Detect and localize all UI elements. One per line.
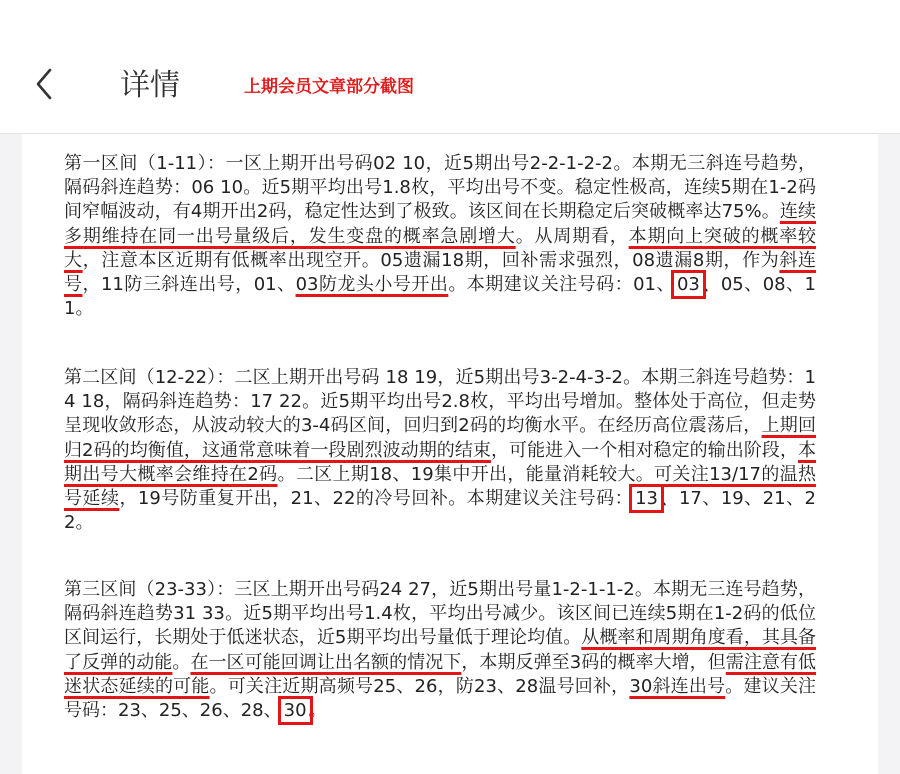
boxed-number: 30 — [283, 700, 307, 722]
underlined-highlight: 在一区可能回调让出名额的情况下 — [190, 651, 462, 673]
underlined-highlight: 可关注13/17的温热号延续 — [64, 463, 816, 510]
section-1-paragraph — [64, 152, 816, 321]
text-segment: ，19号防重复开出，21、22的冷号回补。本期建议关注号码： — [119, 488, 634, 510]
boxed-number: 03 — [676, 274, 700, 296]
app-header — [0, 0, 900, 134]
underlined-highlight: 本期出号大概率会维持在2码 — [64, 439, 817, 485]
section-2-paragraph — [64, 366, 816, 535]
underlined-highlight: 从概率和周期角度看，其具备了反弹的动能 — [64, 627, 817, 673]
text-segment: ，可能进入一个相对稳定的输出阶段， — [490, 439, 799, 461]
text-segment: 第二区间（12-22）：二区上期开出号码 18 19，近5期出号3-2-4-3-2。本期三斜连号趋势：14 18，隔码斜连趋势：17 22。近5期平均出号2.8枚，平均出号增加。整体处于高位，但走势呈现收敛形态，从波动较大的3-4码区间，回归到2码的均衡水平。在经历高位震荡后， — [64, 367, 816, 437]
text-segment: ，本期反弹至3码的概率大增，但 — [461, 651, 726, 673]
section-3-paragraph — [64, 578, 816, 723]
text-segment: ，注意本区近期有低概率出现空开。05遗漏18期，回补需求强烈，08遗漏8期，作为 — [82, 249, 780, 271]
text-segment: 、17、19、21、22。 — [64, 488, 816, 534]
text-segment: 。从周期看， — [515, 225, 629, 247]
underlined-highlight: 斜连号 — [64, 249, 817, 296]
text-segment: 、05、08、11。 — [64, 274, 817, 320]
header-caption: 上期会员文章部分截图 — [244, 77, 414, 97]
underlined-highlight: 30斜连出号 — [629, 675, 726, 697]
text-segment: 。 — [308, 700, 327, 722]
boxed-number: 13 — [635, 488, 658, 510]
underlined-highlight: 上期回归2码的均衡值，这通常意味着一段剧烈波动期的结束 — [64, 415, 817, 461]
text-segment: 。建议关注号码：23、25、26、28、 — [64, 675, 817, 722]
underlined-highlight: 03防龙头小号开出 — [295, 274, 449, 296]
text-segment: 第三区间（23-33）：三区上期开出号码24 27，近5期出号量1-2-1-1-2。本期无三连号趋势，隔码斜连趋势31 33。近5期平均出号1.4枚，平均出号减少。该区间已连续5期在1-2码的低位区间运行，长期处于低迷状态，近5期平均出号量低于理论均值。 — [64, 579, 816, 649]
text-segment: 。可关注近期高频号25、26，防23、28温号回补， — [209, 675, 630, 697]
text-segment: 第一区间（1-11）：一区上期开出号码02 10，近5期出号2-2-1-2-2。本期无三斜连号趋势，隔码斜连趋势：06 10。近5期平均出号1.8枚，平均出号不变。稳定性极高，连续5期在1-2码间窄幅波动，有4期开出2码，稳定性达到了极致。该区间在长期稳定后突破概率达75%。 — [64, 153, 816, 223]
underlined-highlight: 本期向上突破的概率较大 — [64, 225, 817, 271]
text-segment: 。本期建议关注号码：01、 — [448, 274, 675, 296]
back-button[interactable] — [30, 64, 64, 104]
text-segment: ，11防三斜连出号，01、 — [82, 274, 296, 296]
text-segment: 。二区上期18、19集中开出，能量消耗较大。 — [277, 463, 655, 485]
text-segment: 。 — [172, 651, 191, 673]
underlined-highlight: 需注意有低迷状态延续的可能 — [64, 651, 817, 697]
page-title: 详情 — [120, 68, 180, 103]
chevron-left-icon — [30, 64, 64, 104]
underlined-highlight: 连续多期维持在同一出号量级后，发生变盘的概率急剧增大 — [64, 201, 816, 247]
